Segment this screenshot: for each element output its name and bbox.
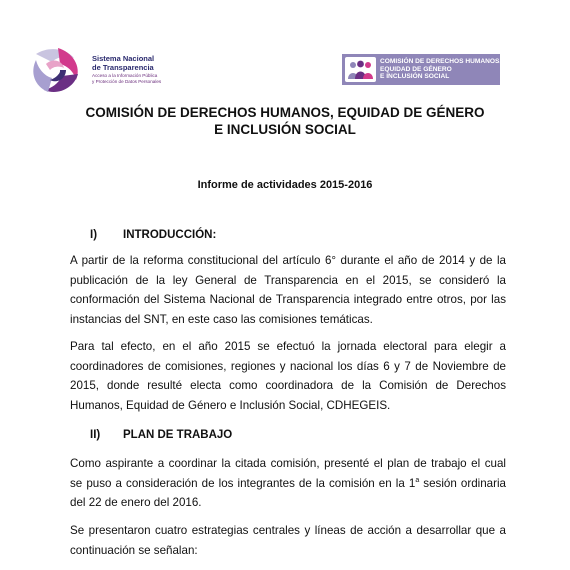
- comision-logo-line2: EQUIDAD DE GÉNERO: [380, 65, 452, 73]
- text-line: continuación se señalan:: [70, 543, 198, 557]
- snt-emblem-icon: [28, 44, 84, 96]
- text-line: 2015, donde resulté electa como coordinadora de la Comisión de Derechos: [70, 379, 506, 392]
- paragraph-plan-1: [70, 454, 506, 513]
- logo-text-line2: de Transparencia: [92, 63, 154, 72]
- comision-logo-text: [380, 58, 501, 81]
- section-number: I): [90, 229, 98, 241]
- text-line: conformación del Sistema Nacional de Transparencia integrado entre otros, por las: [70, 293, 506, 306]
- comision-logo-line1: COMISIÓN DE DERECHOS HUMANOS,: [380, 58, 502, 65]
- text-line: publicación de la ley General de Transparencia en el 2015, se consideró la: [70, 273, 506, 287]
- paragraph-introduccion-2: [70, 337, 506, 415]
- text-line: del 22 de enero del 2016.: [70, 496, 202, 509]
- ordinal-superscript: a: [415, 476, 420, 484]
- sistema-nacional-transparencia-logo: [28, 44, 178, 96]
- text-fragment: sesión ordinaria: [419, 476, 506, 490]
- text-line: Como aspirante a coordinar la citada comisión, presenté el plan de trabajo el cual: [70, 457, 506, 470]
- text-line: coordinadores de comisiones, regiones y nacional los días 6 y 7 de Noviembre de: [70, 359, 506, 373]
- document-subtitle: Informe de actividades 2015-2016: [197, 179, 373, 191]
- document-title-line2: E INCLUSIÓN SOCIAL: [214, 122, 356, 137]
- people-group-icon: [345, 57, 376, 82]
- section-heading-2: [90, 429, 232, 441]
- section-number: II): [90, 429, 101, 441]
- logo-text-line3: Acceso a la Información Pública: [92, 73, 158, 78]
- paragraph-plan-2: [70, 521, 506, 560]
- section-title: INTRODUCCIÓN:: [123, 229, 217, 241]
- text-line: Para tal efecto, en el año 2015 se efectuó la jornada electoral para elegir a: [70, 340, 506, 353]
- text-line: instancias del SNT, en este caso las comisiones temáticas.: [70, 312, 373, 326]
- text-line: Humanos, Equidad de Género e Inclusión Social, CDHEGEIS.: [70, 398, 391, 412]
- comision-logo-banner: [342, 54, 500, 85]
- text-fragment: se puso a consideración de los integrantes de la comisión en la 1: [70, 476, 416, 490]
- logo-text-line1: Sistema Nacional: [92, 54, 155, 63]
- text-line: A partir de la reforma constitucional del artículo 6° durante el año de 2014 y de la: [70, 254, 506, 267]
- text-line: [70, 474, 506, 494]
- section-title: PLAN DE TRABAJO: [123, 429, 233, 441]
- logo-text-line4: y Protección de Datos Personales: [92, 79, 162, 84]
- section-heading-1: [90, 229, 216, 241]
- document-title-line1: COMISIÓN DE DERECHOS HUMANOS, EQUIDAD DE GÉNERO: [85, 105, 485, 120]
- text-line: Se presentaron cuatro estrategias centrales y líneas de acción a desarrollar que a: [70, 524, 506, 537]
- comision-logo-line3: E INCLUSIÓN SOCIAL: [380, 73, 450, 81]
- paragraph-introduccion-1: [70, 251, 506, 329]
